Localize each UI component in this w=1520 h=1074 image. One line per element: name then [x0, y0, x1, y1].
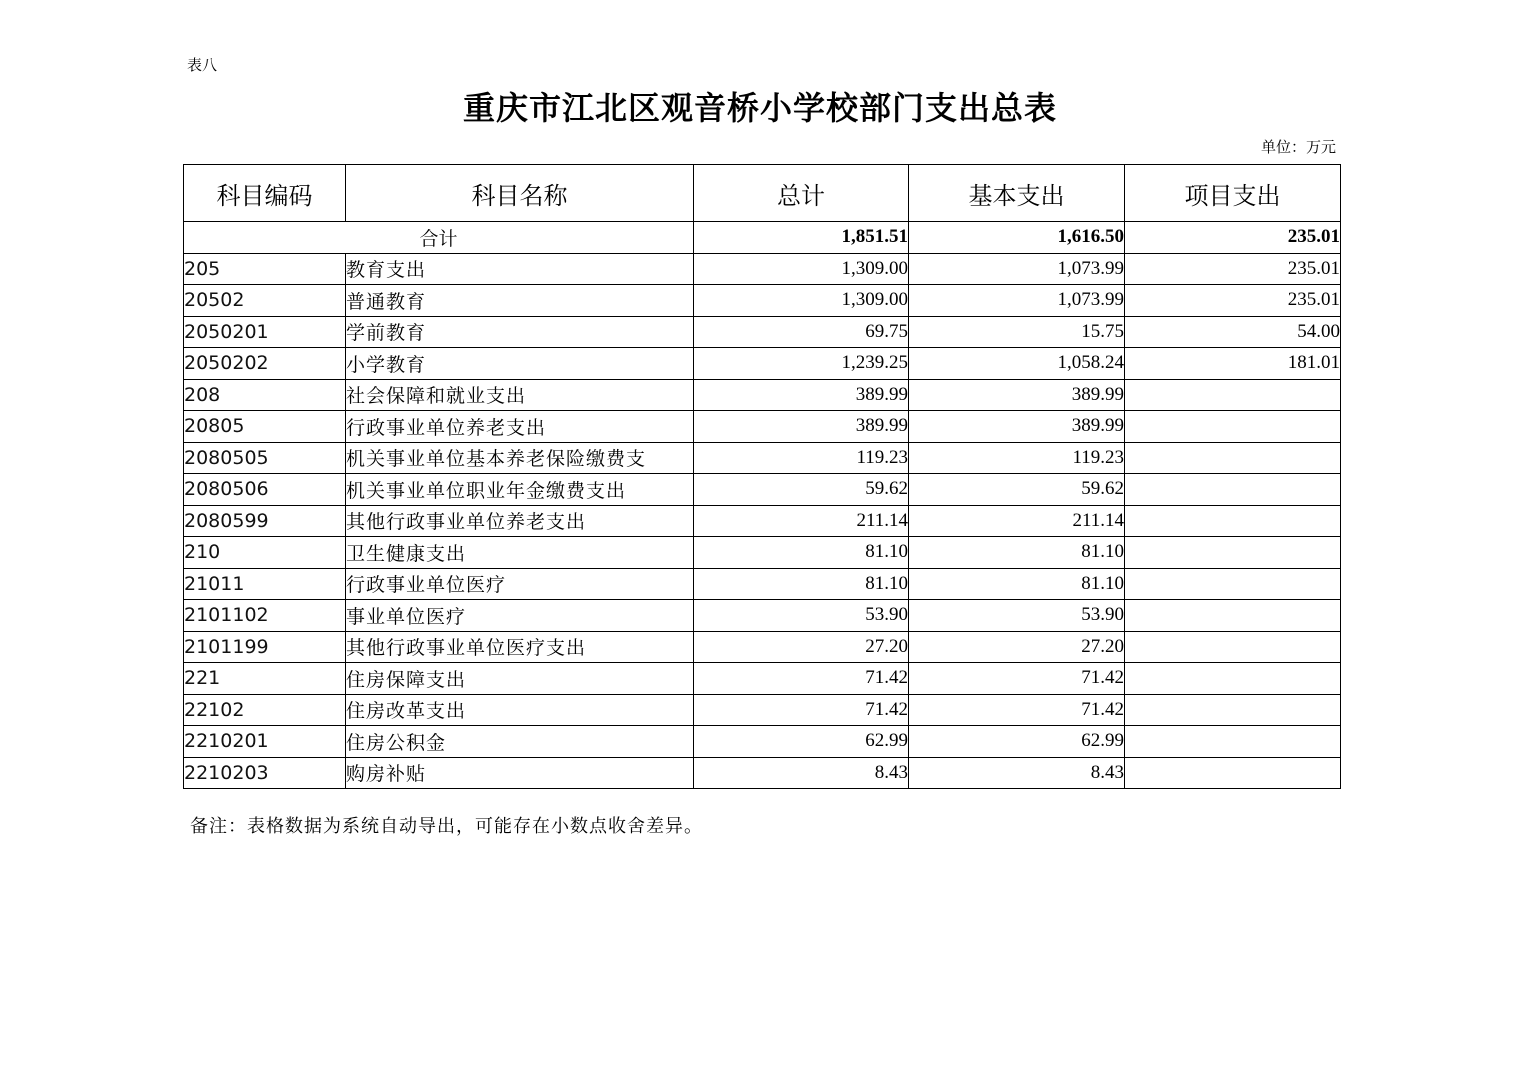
header-total: 总计	[694, 165, 909, 222]
row-total: 81.10	[694, 568, 909, 600]
row-name: 教育支出	[346, 253, 694, 285]
row-name: 机关事业单位职业年金缴费支出	[346, 474, 694, 506]
total-row	[184, 222, 1341, 254]
row-code: 2080506	[184, 474, 346, 506]
header-project: 项目支出	[1125, 165, 1341, 222]
row-project: 54.00	[1125, 316, 1341, 348]
row-basic: 71.42	[909, 663, 1125, 695]
table-row	[184, 348, 1341, 380]
total-sum: 1,851.51	[694, 222, 909, 254]
row-project	[1125, 474, 1341, 506]
row-basic: 81.10	[909, 568, 1125, 600]
table-number-label: 表八	[187, 56, 218, 74]
table-row	[184, 537, 1341, 569]
row-name: 机关事业单位基本养老保险缴费支	[346, 442, 694, 474]
unit-label: 单位：万元	[1260, 138, 1336, 156]
row-code: 2080505	[184, 442, 346, 474]
row-project	[1125, 726, 1341, 758]
row-basic: 389.99	[909, 379, 1125, 411]
row-name: 行政事业单位养老支出	[346, 411, 694, 443]
row-name: 学前教育	[346, 316, 694, 348]
row-name: 购房补贴	[346, 757, 694, 789]
header-name: 科目名称	[346, 165, 694, 222]
row-code: 2210201	[184, 726, 346, 758]
row-code: 2101199	[184, 631, 346, 663]
row-code: 22102	[184, 694, 346, 726]
table-row	[184, 568, 1341, 600]
row-total: 1,309.00	[694, 253, 909, 285]
row-basic: 59.62	[909, 474, 1125, 506]
row-basic: 53.90	[909, 600, 1125, 632]
row-name: 社会保障和就业支出	[346, 379, 694, 411]
row-project	[1125, 663, 1341, 695]
row-name: 住房改革支出	[346, 694, 694, 726]
table-row	[184, 285, 1341, 317]
row-project	[1125, 694, 1341, 726]
row-project	[1125, 505, 1341, 537]
row-name: 住房公积金	[346, 726, 694, 758]
row-name: 卫生健康支出	[346, 537, 694, 569]
row-total: 81.10	[694, 537, 909, 569]
row-project	[1125, 757, 1341, 789]
row-project: 181.01	[1125, 348, 1341, 380]
row-code: 2101102	[184, 600, 346, 632]
row-total: 71.42	[694, 694, 909, 726]
row-basic: 1,073.99	[909, 285, 1125, 317]
row-project: 235.01	[1125, 285, 1341, 317]
row-name: 普通教育	[346, 285, 694, 317]
row-basic: 119.23	[909, 442, 1125, 474]
row-total: 71.42	[694, 663, 909, 695]
row-basic: 1,073.99	[909, 253, 1125, 285]
table-row	[184, 726, 1341, 758]
row-code: 2050201	[184, 316, 346, 348]
table-row	[184, 631, 1341, 663]
row-total: 27.20	[694, 631, 909, 663]
row-basic: 71.42	[909, 694, 1125, 726]
row-name: 其他行政事业单位医疗支出	[346, 631, 694, 663]
row-total: 62.99	[694, 726, 909, 758]
row-project	[1125, 631, 1341, 663]
row-code: 2080599	[184, 505, 346, 537]
row-basic: 1,058.24	[909, 348, 1125, 380]
table-row	[184, 411, 1341, 443]
row-total: 69.75	[694, 316, 909, 348]
row-code: 2210203	[184, 757, 346, 789]
row-project	[1125, 568, 1341, 600]
total-label: 合计	[184, 222, 694, 254]
row-name: 其他行政事业单位养老支出	[346, 505, 694, 537]
row-total: 1,309.00	[694, 285, 909, 317]
row-total: 59.62	[694, 474, 909, 506]
row-total: 119.23	[694, 442, 909, 474]
row-code: 20502	[184, 285, 346, 317]
row-project	[1125, 600, 1341, 632]
header-code: 科目编码	[184, 165, 346, 222]
row-basic: 27.20	[909, 631, 1125, 663]
row-project	[1125, 379, 1341, 411]
row-basic: 389.99	[909, 411, 1125, 443]
expenditure-table	[183, 164, 1341, 789]
total-basic: 1,616.50	[909, 222, 1125, 254]
table-row	[184, 474, 1341, 506]
row-name: 小学教育	[346, 348, 694, 380]
header-row	[184, 165, 1341, 222]
row-total: 389.99	[694, 379, 909, 411]
row-basic: 15.75	[909, 316, 1125, 348]
row-total: 211.14	[694, 505, 909, 537]
table-row	[184, 663, 1341, 695]
table-row	[184, 253, 1341, 285]
row-total: 53.90	[694, 600, 909, 632]
row-name: 行政事业单位医疗	[346, 568, 694, 600]
row-total: 389.99	[694, 411, 909, 443]
row-code: 2050202	[184, 348, 346, 380]
row-code: 205	[184, 253, 346, 285]
row-basic: 8.43	[909, 757, 1125, 789]
row-basic: 211.14	[909, 505, 1125, 537]
row-total: 1,239.25	[694, 348, 909, 380]
footnote: 备注：表格数据为系统自动导出，可能存在小数点收舍差异。	[190, 816, 703, 837]
table-row	[184, 757, 1341, 789]
row-project	[1125, 442, 1341, 474]
table-row	[184, 316, 1341, 348]
row-name: 事业单位医疗	[346, 600, 694, 632]
row-code: 20805	[184, 411, 346, 443]
row-basic: 62.99	[909, 726, 1125, 758]
row-project: 235.01	[1125, 253, 1341, 285]
table-row	[184, 600, 1341, 632]
total-project: 235.01	[1125, 222, 1341, 254]
table-row	[184, 379, 1341, 411]
row-total: 8.43	[694, 757, 909, 789]
row-name: 住房保障支出	[346, 663, 694, 695]
row-code: 210	[184, 537, 346, 569]
row-project	[1125, 411, 1341, 443]
table-row	[184, 442, 1341, 474]
row-code: 208	[184, 379, 346, 411]
table-row	[184, 505, 1341, 537]
header-basic: 基本支出	[909, 165, 1125, 222]
row-code: 21011	[184, 568, 346, 600]
row-basic: 81.10	[909, 537, 1125, 569]
row-project	[1125, 537, 1341, 569]
table-row	[184, 694, 1341, 726]
row-code: 221	[184, 663, 346, 695]
page-title: 重庆市江北区观音桥小学校部门支出总表	[462, 89, 1057, 127]
